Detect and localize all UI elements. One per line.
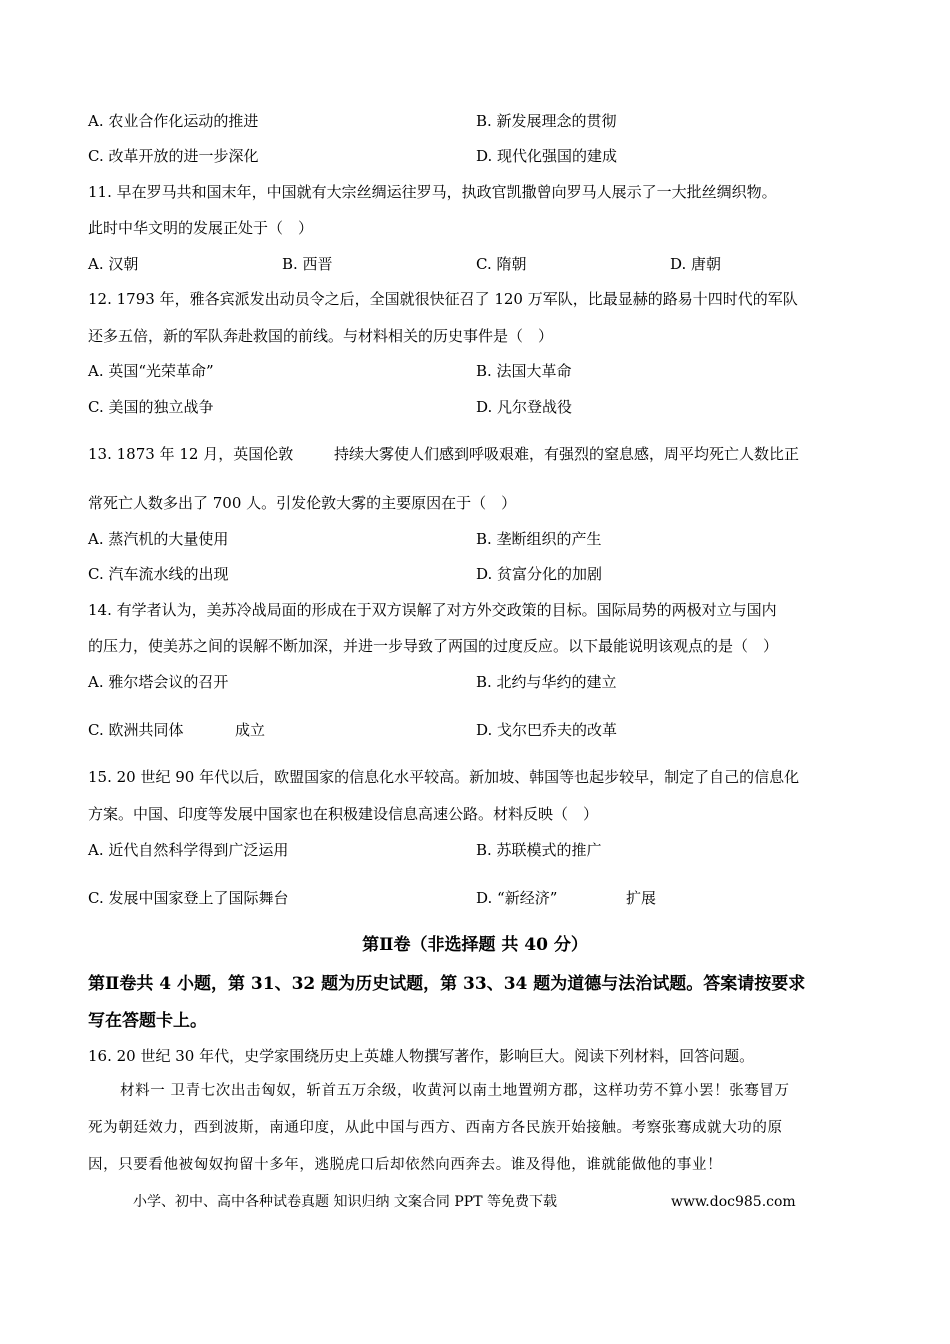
q10-option-a: A. 农业合作化运动的推进: [88, 112, 259, 130]
q11-option-c: C. 隋朝: [476, 255, 527, 273]
q12-option-b: B. 法国大革命: [476, 362, 572, 380]
q13-option-a: A. 蒸汽机的大量使用: [88, 530, 229, 548]
q15-option-c: C. 发展中国家登上了国际舞台: [88, 889, 289, 907]
q15-option-d-part2: 扩展: [626, 889, 657, 907]
q14-option-a: A. 雅尔塔会议的召开: [88, 673, 229, 691]
footer-text: 小学、初中、高中各种试卷真题 知识归纳 文案合同 PPT 等免费下载: [133, 1194, 557, 1210]
q13-stem-line2: 常死亡人数多出了 700 人。引发伦敦大雾的主要原因在于（ ）: [88, 494, 517, 512]
q13-option-c: C. 汽车流水线的出现: [88, 565, 229, 583]
section2-note-line2: 写在答题卡上。: [88, 1011, 207, 1031]
q10-option-d: D. 现代化强国的建成: [476, 147, 618, 165]
q16-material-line1: 材料一 卫青七次出击匈奴，斩首五万余级，收黄河以南土地置朔方郡，这样功劳不算小罢！张骞冒万: [120, 1083, 790, 1099]
q11-option-b: B. 西晋: [282, 255, 333, 273]
q15-option-b: B. 苏联模式的推广: [476, 841, 602, 859]
q16-material-line3: 因，只要看他被匈奴拘留十多年，逃脱虎口后却依然向西奔去。谁及得他，谁就能做他的事业！: [88, 1157, 723, 1173]
q13-option-d: D. 贫富分化的加剧: [476, 565, 603, 583]
q11-option-a: A. 汉朝: [88, 255, 139, 273]
q13-stem-line1-part1: 13. 1873 年 12 月，英国伦敦: [88, 445, 294, 463]
q12-stem-line1: 12. 1793 年，雅各宾派发出动员令之后，全国就很快征召了 120 万军队，比最显赫的路易十四时代的军队: [88, 290, 798, 308]
q15-stem-line1: 15. 20 世纪 90 年代以后，欧盟国家的信息化水平较高。新加坡、韩国等也起步较早，制定了自己的信息化: [88, 768, 800, 786]
q11-stem-line2: 此时中华文明的发展正处于（ ）: [88, 219, 314, 237]
q15-option-d-part1: D. “新经济”: [476, 889, 558, 907]
q13-stem-line1-part2: 持续大雾使人们感到呼吸艰难，有强烈的窒息感，周平均死亡人数比正: [334, 445, 800, 463]
q14-option-d: D. 戈尔巴乔夫的改革: [476, 721, 618, 739]
q11-stem-line1: 11. 早在罗马共和国末年，中国就有大宗丝绸运往罗马，执政官凯撒曾向罗马人展示了一大批丝绸织物。: [88, 183, 777, 201]
q12-option-d: D. 凡尔登战役: [476, 398, 573, 416]
q14-option-b: B. 北约与华约的建立: [476, 673, 617, 691]
q15-stem-line2: 方案。中国、印度等发展中国家也在积极建设信息高速公路。材料反映（ ）: [88, 805, 599, 823]
q16-material-line2: 死为朝廷效力，西到波斯，南通印度，从此中国与西方、西南方各民族开始接触。考察张骞成就大功的原: [88, 1120, 783, 1136]
section2-title: 第Ⅱ卷（非选择题 共 40 分）: [362, 935, 588, 955]
q14-option-c-part2: 成立: [235, 721, 266, 739]
q12-option-a: A. 英国“光荣革命”: [88, 362, 214, 380]
q12-stem-line2: 还多五倍，新的军队奔赴救国的前线。与材料相关的历史事件是（ ）: [88, 327, 554, 345]
footer-site: www.doc985.com: [671, 1194, 796, 1210]
q11-option-d: D. 唐朝: [670, 255, 722, 273]
q14-option-c-part1: C. 欧洲共同体: [88, 721, 184, 739]
q15-option-a: A. 近代自然科学得到广泛运用: [88, 841, 289, 859]
section2-note-line1: 第Ⅱ卷共 4 小题，第 31、32 题为历史试题，第 33、34 题为道德与法治试题。答案请按要求: [88, 974, 806, 994]
q10-option-b: B. 新发展理念的贯彻: [476, 112, 617, 130]
q16-stem: 16. 20 世纪 30 年代，史学家围绕历史上英雄人物撰写著作，影响巨大。阅读下列材料，回答问题。: [88, 1047, 755, 1065]
q10-option-c: C. 改革开放的进一步深化: [88, 147, 259, 165]
q14-stem-line1: 14. 有学者认为，美苏冷战局面的形成在于双方误解了对方外交政策的目标。国际局势的两极对立与国内: [88, 601, 777, 619]
q12-option-c: C. 美国的独立战争: [88, 398, 214, 416]
q13-option-b: B. 垄断组织的产生: [476, 530, 602, 548]
q14-stem-line2: 的压力，使美苏之间的误解不断加深，并进一步导致了两国的过度反应。以下最能说明该观点的是（ ）: [88, 637, 779, 655]
